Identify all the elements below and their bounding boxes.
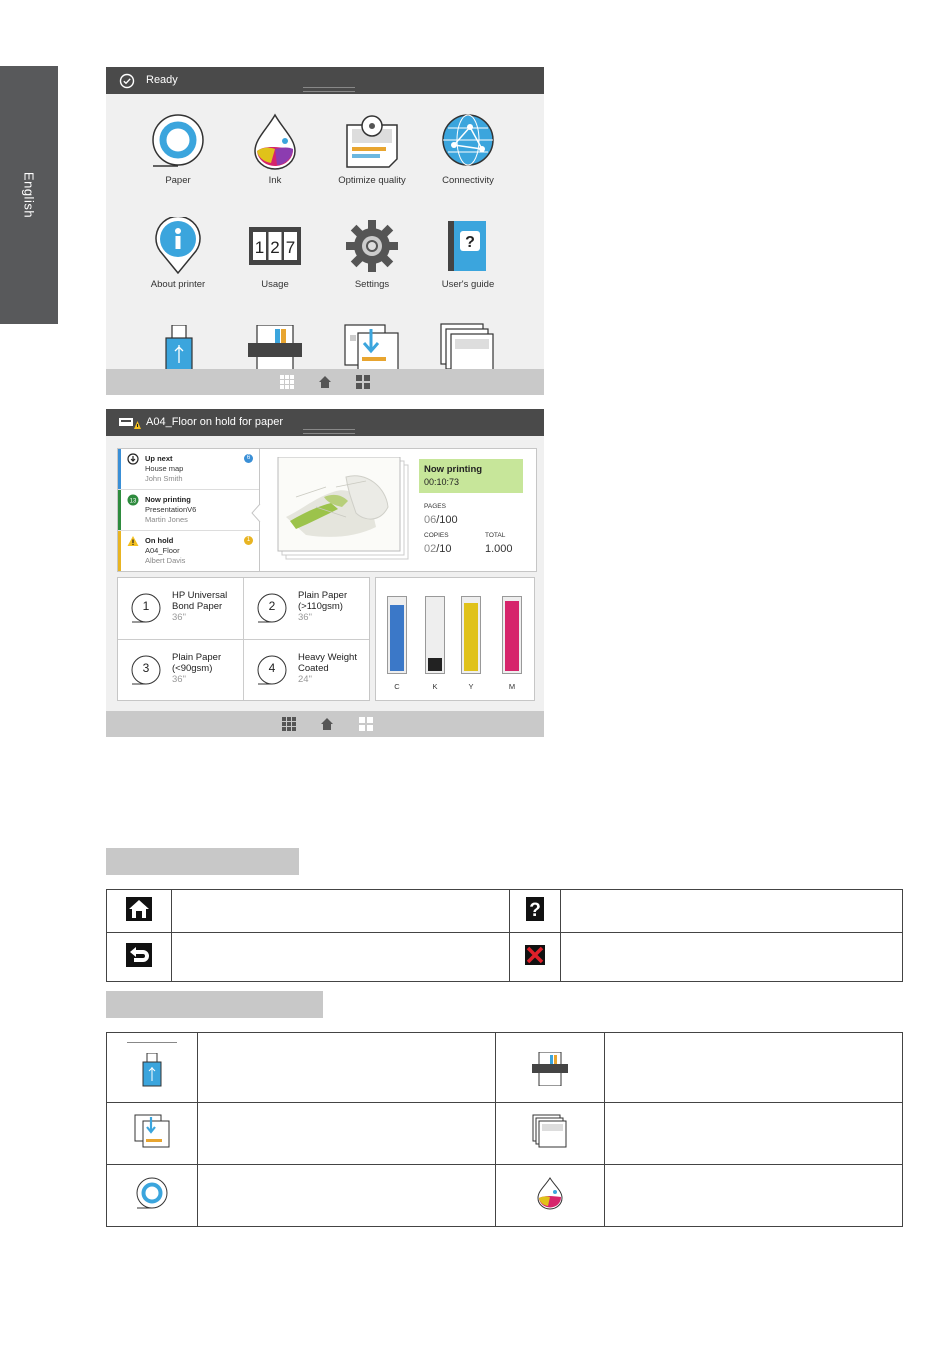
job-preview-image[interactable] xyxy=(276,457,414,561)
svg-text:2: 2 xyxy=(270,238,280,257)
paper-roll-icon xyxy=(150,111,206,171)
job-queue-icon[interactable] xyxy=(440,323,496,371)
scan-icon[interactable] xyxy=(247,325,303,371)
queue-item-up-next[interactable] xyxy=(118,449,259,490)
status-bar[interactable] xyxy=(106,409,544,436)
app-settings[interactable] xyxy=(322,217,422,290)
table-row xyxy=(107,1165,903,1227)
queue-item-job: A04_Floor xyxy=(145,546,180,555)
description-cell xyxy=(198,1165,496,1227)
navigation-icons-table xyxy=(106,889,903,982)
app-usage[interactable] xyxy=(225,217,325,290)
pull-down-handle[interactable] xyxy=(303,87,355,92)
roll-media: Plain Paper xyxy=(298,590,348,601)
usb-icon xyxy=(141,1053,163,1087)
icon-cell xyxy=(510,890,561,933)
now-printing-title: Now printing xyxy=(424,464,483,475)
home-icon[interactable] xyxy=(320,717,334,731)
roll-width: 36" xyxy=(172,674,186,685)
job-queue-widget xyxy=(117,448,537,572)
download-icon xyxy=(127,453,139,465)
queue-item-job: House map xyxy=(145,464,184,473)
queue-item-title: Now printing xyxy=(145,495,191,504)
description-cell xyxy=(561,933,903,982)
roll-media: HP Universal xyxy=(172,590,228,601)
job-queue-list xyxy=(118,449,260,571)
table-row xyxy=(107,890,903,933)
description-cell xyxy=(605,1103,903,1165)
ink-cartridge-y xyxy=(461,596,481,674)
language-tab xyxy=(0,66,58,324)
roll-width: 36" xyxy=(298,612,312,623)
app-optimize-quality[interactable] xyxy=(322,111,422,186)
roll-media: Heavy Weight xyxy=(298,652,357,663)
queue-badge: 6 xyxy=(244,454,253,463)
app-grid-icon[interactable] xyxy=(280,375,294,389)
roll-media-line2: (>110gsm) xyxy=(298,601,343,612)
app-ink[interactable] xyxy=(225,111,325,186)
description-cell xyxy=(605,1165,903,1227)
roll-number: 4 xyxy=(268,661,276,675)
now-printing-box xyxy=(419,459,523,493)
ink-cartridge-k xyxy=(425,596,445,674)
svg-text:?: ? xyxy=(465,234,475,251)
pull-down-handle[interactable] xyxy=(303,429,355,434)
scan-icon xyxy=(532,1052,568,1086)
icon-cell xyxy=(107,1103,198,1165)
icon-cell xyxy=(107,890,172,933)
usb-icon[interactable] xyxy=(163,325,193,371)
cancel-icon xyxy=(525,945,545,965)
queue-item-title: Up next xyxy=(145,454,173,463)
gear-icon xyxy=(344,217,400,275)
ink-label: K xyxy=(432,682,438,691)
info-pin-icon xyxy=(150,217,206,275)
ink-level-fill xyxy=(390,605,404,671)
ink-cartridge-c xyxy=(387,596,407,674)
roll-number: 2 xyxy=(268,599,276,613)
section-header-bar xyxy=(106,991,323,1018)
table-row xyxy=(107,933,903,982)
ink-label: C xyxy=(394,682,400,691)
roll-media: Plain Paper xyxy=(172,652,222,663)
app-about-printer[interactable] xyxy=(128,217,228,290)
app-connectivity[interactable] xyxy=(418,111,518,186)
roll-3[interactable] xyxy=(118,640,243,701)
optimize-quality-icon xyxy=(344,111,400,171)
icon-cell xyxy=(510,933,561,982)
status-text: Ready xyxy=(146,74,178,86)
copies-value: 02/10 xyxy=(424,543,452,555)
table-row xyxy=(107,1033,903,1103)
language-label: English xyxy=(21,171,37,219)
queue-item-title: On hold xyxy=(145,536,174,545)
description-cell xyxy=(172,890,510,933)
preview-pointer xyxy=(251,504,261,522)
roll-media-line2: Bond Paper xyxy=(172,601,223,612)
copies-label: COPIES xyxy=(424,532,449,539)
app-label: Usage xyxy=(261,279,289,290)
ink-label: Y xyxy=(468,682,474,691)
app-label: Connectivity xyxy=(442,175,494,186)
print-time: 00:10:73 xyxy=(424,477,460,487)
ready-check-icon xyxy=(119,73,135,89)
bottom-nav-bar xyxy=(106,711,544,737)
roll-number: 1 xyxy=(142,599,150,613)
roll-number: 3 xyxy=(142,661,150,675)
queue-item-user: John Smith xyxy=(145,474,183,483)
roll-width: 36" xyxy=(172,612,186,623)
printing-count-icon xyxy=(127,494,139,506)
description-cell xyxy=(172,933,510,982)
app-label: Paper xyxy=(165,175,191,186)
home-icon[interactable] xyxy=(318,375,332,389)
app-label: About printer xyxy=(150,279,206,290)
app-users-guide[interactable] xyxy=(418,217,518,290)
description-cell xyxy=(605,1033,903,1103)
widget-screen xyxy=(106,409,544,737)
queue-item-job: PresentationV6 xyxy=(145,505,197,514)
ink-levels-widget[interactable] xyxy=(375,577,535,701)
app-label: Ink xyxy=(268,175,282,186)
icon-cell xyxy=(496,1165,605,1227)
icon-cell xyxy=(107,933,172,982)
icon-cell xyxy=(107,1033,198,1103)
queue-item-user: Martin Jones xyxy=(145,515,188,524)
ink-label: M xyxy=(508,682,516,691)
roll-1[interactable] xyxy=(118,578,243,639)
app-label: Settings xyxy=(354,279,390,290)
print-from-icon xyxy=(134,1114,170,1148)
counter-icon xyxy=(247,217,303,275)
app-label: User's guide xyxy=(441,279,495,290)
home-icon xyxy=(126,897,152,921)
ink-drop-icon xyxy=(247,111,303,171)
app-grid-icon[interactable] xyxy=(282,717,296,731)
ink-level-fill xyxy=(464,603,478,671)
ink-drop-icon xyxy=(535,1176,565,1210)
job-queue-icon xyxy=(532,1114,568,1148)
ink-level-fill xyxy=(505,601,519,671)
description-cell xyxy=(198,1033,496,1103)
roll-4[interactable] xyxy=(244,640,369,701)
app-label: Optimize quality xyxy=(338,175,406,186)
help-icon xyxy=(526,897,544,921)
description-cell xyxy=(561,890,903,933)
roll-media-line2: (<90gsm) xyxy=(172,663,213,674)
queue-item-now-printing[interactable] xyxy=(118,490,259,531)
pages-label: PAGES xyxy=(424,503,446,510)
svg-text:13: 13 xyxy=(129,498,137,505)
svg-text:7: 7 xyxy=(285,238,296,257)
icon-cell xyxy=(496,1103,605,1165)
ink-cartridge-m xyxy=(502,596,522,674)
status-bar[interactable] xyxy=(106,67,544,94)
home-screen xyxy=(106,67,544,395)
svg-text:1: 1 xyxy=(254,238,265,257)
icon-cell xyxy=(107,1165,198,1227)
book-icon xyxy=(440,217,496,275)
icon-cell xyxy=(496,1033,605,1103)
roll-media-line2: Coated xyxy=(298,663,329,674)
roll-2[interactable] xyxy=(244,578,369,639)
description-cell xyxy=(198,1103,496,1165)
printer-warning-icon xyxy=(119,416,141,430)
pages-value: 06/100 xyxy=(424,514,458,526)
print-from-icon[interactable] xyxy=(344,323,400,371)
total-value: 1.000 xyxy=(485,543,513,555)
queue-item-user: Albert Davis xyxy=(145,556,186,565)
total-label: TOTAL xyxy=(485,532,506,539)
section-header-bar xyxy=(106,848,299,875)
widgets-icon[interactable] xyxy=(356,375,370,389)
paper-rolls-widget xyxy=(117,577,370,701)
app-icons-table xyxy=(106,1032,903,1227)
warning-icon xyxy=(127,535,139,547)
svg-text:?: ? xyxy=(529,899,541,921)
queue-badge: 1 xyxy=(244,536,253,545)
queue-item-on-hold[interactable] xyxy=(118,531,259,571)
widgets-icon[interactable] xyxy=(359,717,373,731)
ink-level-fill xyxy=(428,658,442,671)
paper-roll-icon xyxy=(135,1176,169,1210)
globe-icon xyxy=(440,111,496,171)
status-text: A04_Floor on hold for paper xyxy=(146,416,283,428)
bottom-nav-bar xyxy=(106,369,544,395)
back-icon xyxy=(126,943,152,967)
app-paper[interactable] xyxy=(128,111,228,186)
roll-width: 24" xyxy=(298,674,312,685)
table-row xyxy=(107,1103,903,1165)
